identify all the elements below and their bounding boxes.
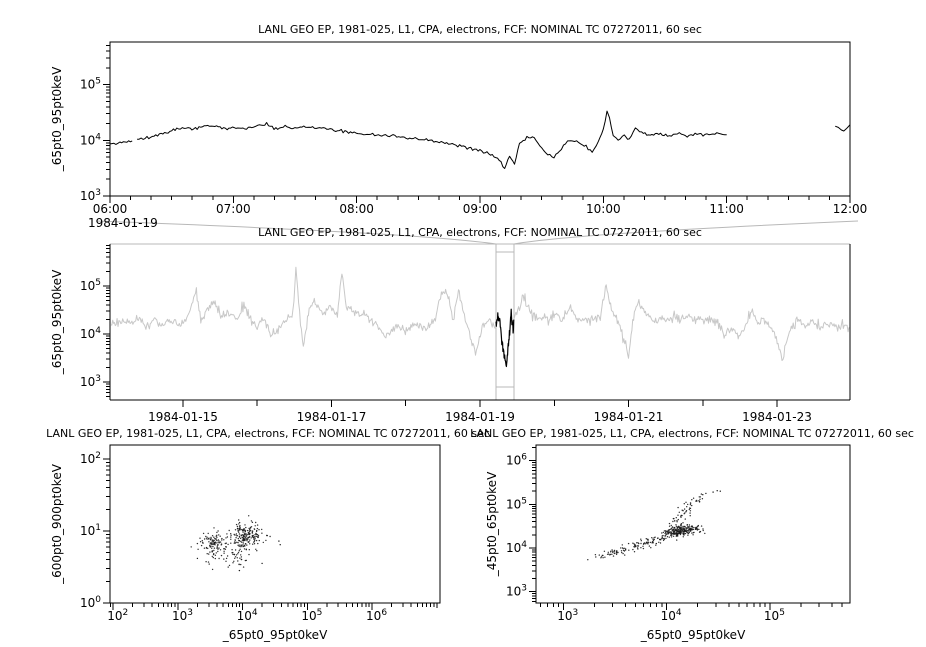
scatter-600-900-ylabel: _600pt0_900pt0keV: [50, 464, 64, 584]
svg-text:10:00: 10:00: [586, 202, 621, 216]
svg-text:105: $10^5$: [79, 278, 101, 293]
svg-text:106: $10^6$: [505, 452, 527, 468]
svg-text:1984-01-19: 1984-01-19: [445, 410, 515, 424]
svg-text:104: $10^4$: [79, 326, 101, 341]
svg-text:06:00: 06:00: [92, 202, 128, 216]
svg-text:105: $10^5$: [505, 496, 527, 512]
svg-text:105: $10^5$: [301, 608, 323, 623]
scatter-600-900-plot-area[interactable]: [110, 445, 440, 603]
svg-text:103: $10^3$: [557, 608, 579, 623]
scatter-45-65-xlabel: _65pt0_95pt0keV: [640, 628, 746, 642]
svg-text:105: $10^5$: [79, 76, 101, 92]
scatter-600-900-title: LANL GEO EP, 1981-025, L1, CPA, electrons, FCF: NOMINAL TC 07272011, 60 sec: [46, 427, 490, 440]
svg-text:103: $10^3$: [505, 583, 527, 599]
svg-text:11:00: 11:00: [709, 202, 744, 216]
svg-text:07:00: 07:00: [216, 202, 251, 216]
top-timeseries-title: LANL GEO EP, 1981-025, L1, CPA, electrons, FCF: NOMINAL TC 07272011, 60 sec: [258, 23, 702, 36]
scatter-45-65-title: LANL GEO EP, 1981-025, L1, CPA, electrons, FCF: NOMINAL TC 07272011, 60 sec: [470, 427, 914, 440]
svg-text:104: $10^4$: [505, 539, 527, 555]
overview-timeseries-plot-area[interactable]: [110, 244, 850, 400]
svg-text:102: $10^2$: [107, 608, 129, 623]
svg-text:101: $10^1$: [79, 522, 101, 538]
svg-text:1984-01-17: 1984-01-17: [296, 410, 367, 424]
svg-text:100: $10^0$: [79, 595, 101, 610]
svg-text:104: $10^4$: [660, 608, 682, 623]
top-timeseries-plot-area[interactable]: [110, 42, 850, 196]
top-timeseries-date-label: 1984-01-19: [88, 216, 158, 230]
scatter-45-65-plot-area[interactable]: [536, 445, 850, 603]
svg-text:12:00: 12:00: [832, 202, 868, 216]
svg-text:106: $10^6$: [366, 608, 388, 623]
top-timeseries-ylabel: _65pt0_95pt0keV: [50, 66, 64, 172]
svg-text:102: $10^2$: [79, 450, 101, 466]
svg-text:103: $10^3$: [171, 608, 193, 623]
svg-text:104: $10^4$: [79, 132, 101, 148]
svg-text:09:00: 09:00: [462, 202, 498, 216]
context-selection-box[interactable]: [496, 244, 514, 400]
scatter-600-900-xlabel: _65pt0_95pt0keV: [222, 628, 328, 642]
overview-timeseries-ylabel: _65pt0_95pt0keV: [50, 269, 64, 375]
svg-text:103: $10^3$: [79, 188, 101, 203]
svg-text:1984-01-21: 1984-01-21: [593, 410, 664, 424]
svg-text:103: $10^3$: [79, 374, 101, 389]
scatter-45-65-ylabel: _45pt0_65pt0keV: [485, 471, 499, 577]
svg-text:08:00: 08:00: [339, 202, 374, 216]
svg-text:1984-01-23: 1984-01-23: [742, 410, 812, 424]
svg-text:1984-01-15: 1984-01-15: [148, 410, 218, 424]
svg-text:105: $10^5$: [763, 608, 785, 623]
overview-timeseries-title: LANL GEO EP, 1981-025, L1, CPA, electrons, FCF: NOMINAL TC 07272011, 60 sec: [258, 226, 702, 239]
svg-text:104: $10^4$: [236, 608, 258, 623]
